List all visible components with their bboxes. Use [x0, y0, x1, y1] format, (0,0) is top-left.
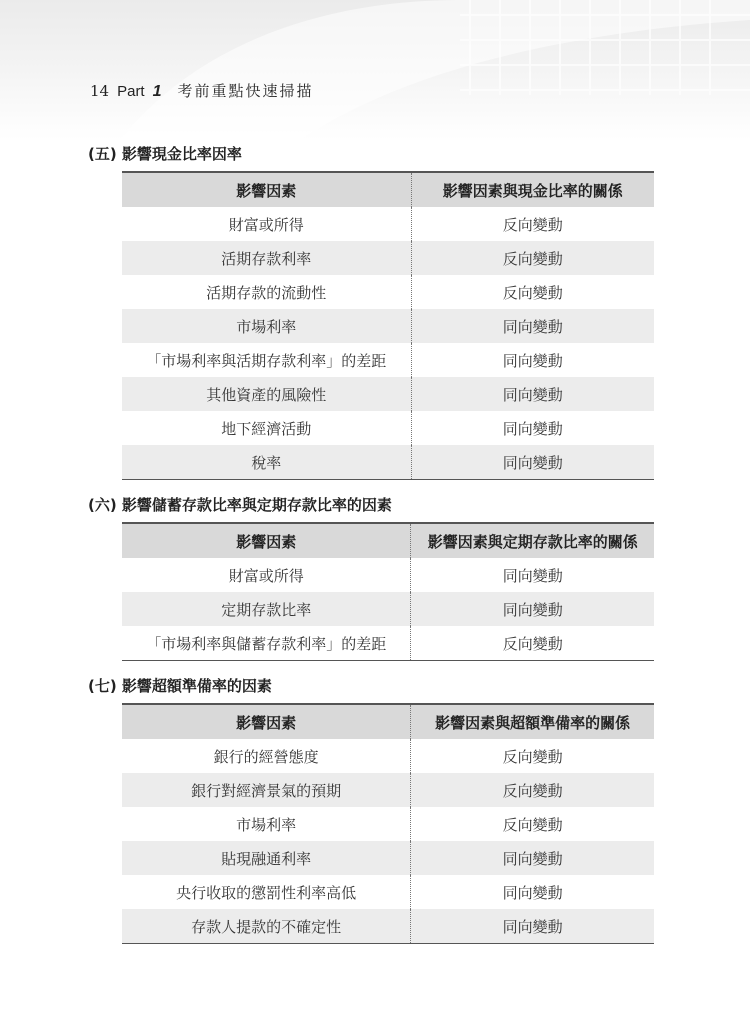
table-header-row	[122, 523, 654, 558]
factor-cell: 地下經濟活動	[122, 411, 411, 445]
factor-cell: 「市場利率與活期存款利率」的差距	[122, 343, 411, 377]
header-decoration	[0, 0, 750, 140]
factor-cell: 銀行對經濟景氣的預期	[122, 773, 411, 807]
factor-cell: 稅率	[122, 445, 411, 480]
relation-cell: 反向變動	[502, 283, 563, 302]
relation-cell: 同向變動	[411, 592, 654, 626]
factor-cell: 銀行的經營態度	[122, 739, 411, 773]
table-row	[122, 241, 654, 275]
relation-cell: 同向變動	[502, 419, 563, 438]
time-deposit-ratio-table	[122, 522, 654, 661]
section-excess-reserve-ratio	[88, 675, 688, 936]
section-title: (六) 影響儲蓄存款比率與定期存款比率的因素	[88, 496, 392, 514]
section-title: (七) 影響超額準備率的因素	[88, 677, 272, 695]
page-number: 14	[90, 82, 110, 100]
factor-cell: 定期存款比率	[122, 592, 411, 626]
table-row	[122, 558, 654, 592]
table-row	[122, 207, 654, 241]
table-row	[122, 626, 654, 661]
running-head	[90, 80, 314, 101]
cash-ratio-table	[122, 171, 654, 480]
relation-cell: 同向變動	[502, 351, 563, 370]
column-header-factor: 影響因素	[122, 172, 411, 207]
section-title: (五) 影響現金比率因率	[88, 145, 242, 163]
column-header-factor: 影響因素	[122, 523, 411, 558]
section-cash-ratio	[88, 143, 688, 472]
table-row	[122, 343, 654, 377]
table-row	[122, 377, 654, 411]
relation-cell: 反向變動	[502, 815, 563, 834]
column-header-relation: 影響因素與定期存款比率的關係	[411, 523, 654, 558]
factor-cell: 央行收取的懲罰性利率高低	[122, 875, 411, 909]
table-row	[122, 592, 654, 626]
relation-cell: 反向變動	[502, 747, 563, 766]
table-header-row	[122, 704, 654, 739]
table-row	[122, 739, 654, 773]
factor-cell: 活期存款利率	[122, 241, 411, 275]
relation-cell: 同向變動	[502, 566, 563, 585]
factor-cell: 市場利率	[122, 807, 411, 841]
column-header-relation: 影響因素與現金比率的關係	[411, 172, 654, 207]
factor-cell: 市場利率	[122, 309, 411, 343]
relation-cell: 反向變動	[502, 215, 563, 234]
factor-cell: 「市場利率與儲蓄存款利率」的差距	[122, 626, 411, 661]
factor-cell: 財富或所得	[122, 558, 411, 592]
table-row	[122, 807, 654, 841]
relation-cell: 同向變動	[411, 445, 654, 480]
column-header-factor: 影響因素	[122, 704, 411, 739]
table-header-row	[122, 172, 654, 207]
table-row	[122, 411, 654, 445]
factor-cell: 貼現融通利率	[122, 841, 411, 875]
factor-cell: 存款人提款的不確定性	[122, 909, 411, 944]
part-label: Part	[117, 83, 145, 100]
table-row	[122, 309, 654, 343]
relation-cell: 反向變動	[411, 241, 654, 275]
relation-cell: 同向變動	[411, 909, 654, 944]
table-row	[122, 909, 654, 944]
table-row	[122, 773, 654, 807]
table-row	[122, 445, 654, 480]
factor-cell: 其他資產的風險性	[122, 377, 411, 411]
factor-cell: 活期存款的流動性	[122, 275, 411, 309]
relation-cell: 同向變動	[411, 309, 654, 343]
table-row	[122, 841, 654, 875]
relation-cell: 反向變動	[411, 626, 654, 661]
header-background	[0, 0, 750, 140]
relation-cell: 同向變動	[411, 841, 654, 875]
column-header-relation: 影響因素與超額準備率的關係	[411, 704, 654, 739]
relation-cell: 同向變動	[502, 883, 563, 902]
chapter-title: 考前重點快速掃描	[177, 82, 314, 100]
table-row	[122, 275, 654, 309]
relation-cell: 同向變動	[411, 377, 654, 411]
table-row	[122, 875, 654, 909]
relation-cell: 反向變動	[411, 773, 654, 807]
section-savings-time-deposit-ratio	[88, 494, 688, 653]
part-number: 1	[152, 83, 162, 100]
excess-reserve-ratio-table	[122, 703, 654, 944]
factor-cell: 財富或所得	[122, 207, 411, 241]
